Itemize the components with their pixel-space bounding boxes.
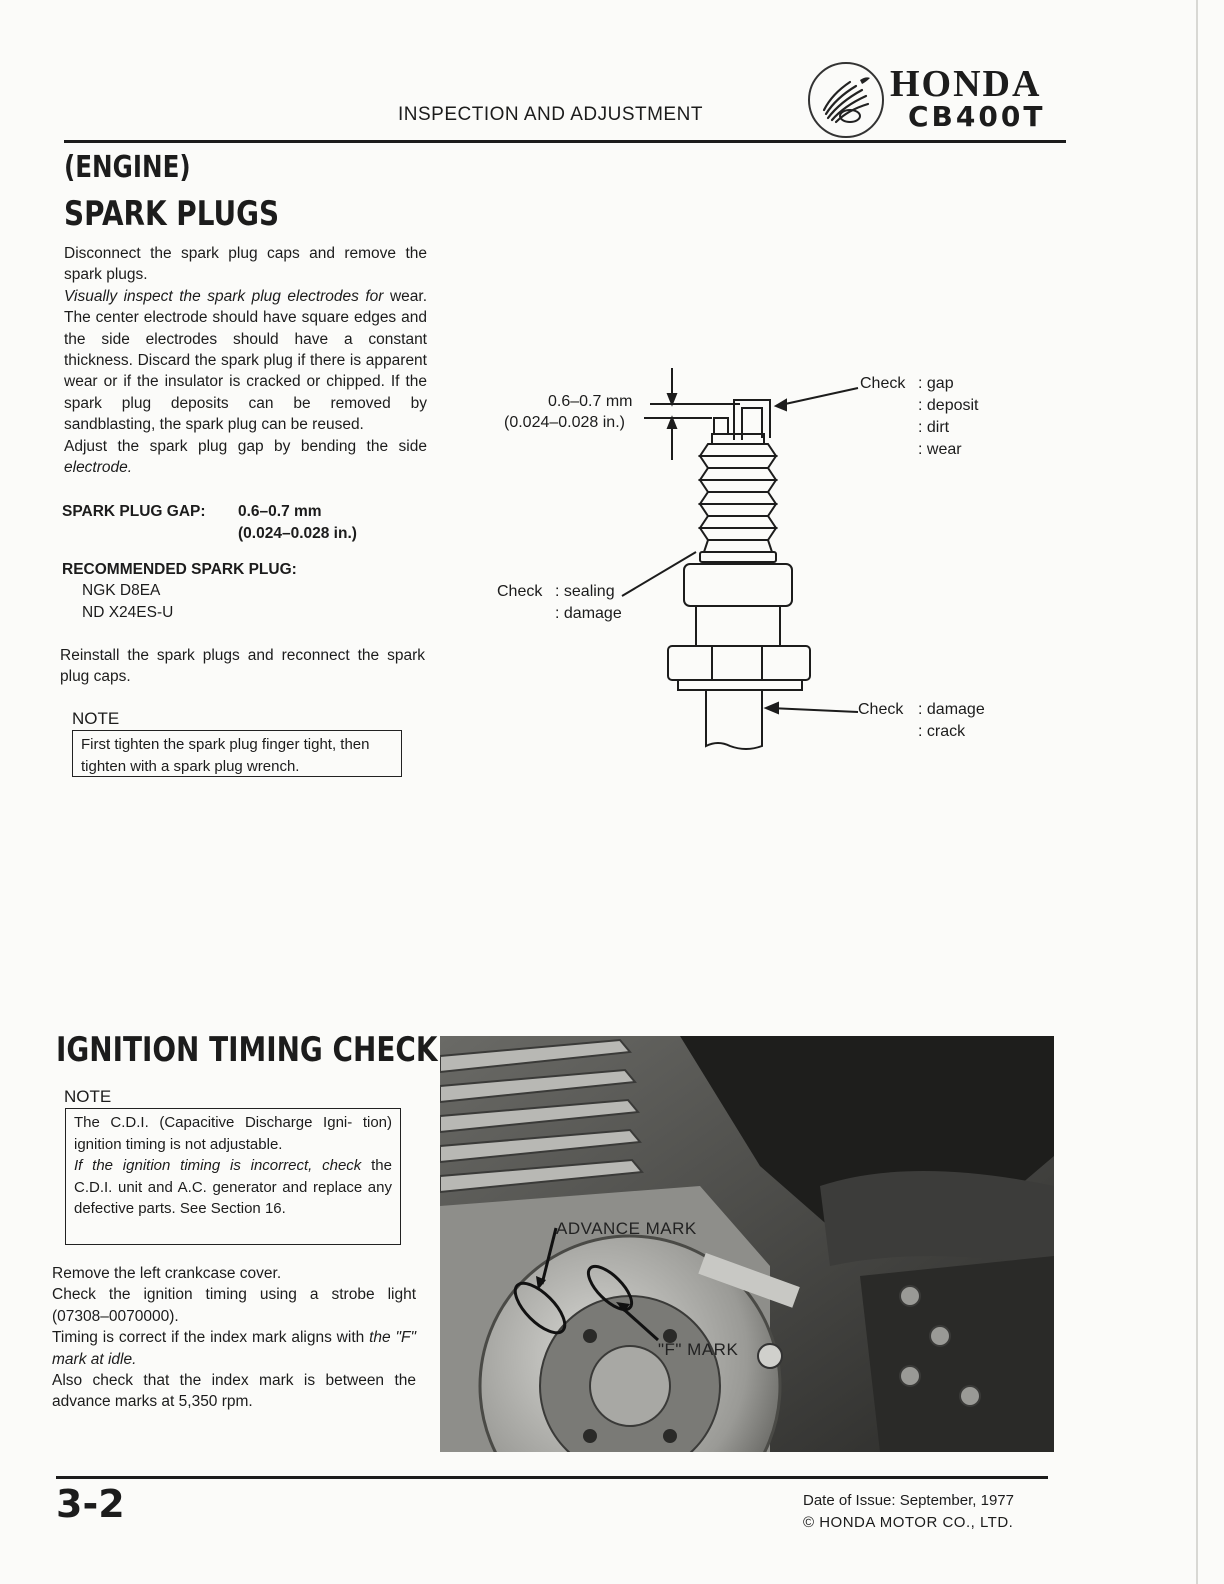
thread-5 bbox=[704, 540, 772, 552]
insulator bbox=[706, 690, 762, 749]
recommended-plug-nd: ND X24ES-U bbox=[82, 604, 174, 621]
spark-p2-rest: wear. The center electrode should have square edges and the side electrodes should have a constant thickness. Discard the spark plug if there is apparent wear or if the insulator is cracked or chipped. If the spark plug deposits can be removed by sandblasting, the spark plug can be reused. bbox=[64, 287, 427, 434]
check-top-item: : dirt bbox=[918, 419, 950, 436]
center-electrode bbox=[714, 418, 728, 434]
page-edge-shadow bbox=[1196, 0, 1198, 1584]
ignition-p4: Also check that the index mark is between the advance marks at 5,350 rpm. bbox=[52, 1372, 416, 1411]
ignition-note-box bbox=[65, 1108, 401, 1245]
check-top-item: : deposit bbox=[918, 397, 979, 414]
spark-note-box: First tighten the spark plug finger tight, then tighten with a spark plug wrench. bbox=[72, 730, 402, 777]
nut-washer bbox=[678, 680, 802, 690]
advance-mark-label: ADVANCE MARK bbox=[556, 1219, 697, 1238]
spark-note-label: NOTE bbox=[72, 709, 120, 728]
hex-nut bbox=[668, 646, 810, 680]
reinstall-paragraph bbox=[60, 645, 425, 688]
copyright-notice: © HONDA MOTOR CO., LTD. bbox=[803, 1514, 1014, 1531]
spark-plugs-heading: SPARK PLUGS bbox=[64, 194, 280, 234]
diagram-gap-in: (0.024–0.028 in.) bbox=[504, 414, 625, 431]
side-electrode-inner bbox=[742, 408, 762, 440]
spark-p3-text: Adjust the spark plug gap by bending the side bbox=[64, 437, 427, 455]
ignition-note-label: NOTE bbox=[64, 1087, 112, 1106]
spark-p2 bbox=[64, 286, 427, 436]
ignition-note-p2-italic: If the ignition timing is incorrect, check bbox=[74, 1157, 362, 1174]
recommended-plug-ngk: NGK D8EA bbox=[82, 582, 161, 599]
header-rule bbox=[64, 140, 1066, 143]
check-bottom-item: : damage bbox=[918, 701, 985, 718]
engine-category-heading: (ENGINE) bbox=[64, 150, 191, 185]
gap-arrowhead-top bbox=[668, 394, 676, 404]
brand-logotype: HONDA bbox=[890, 63, 1042, 105]
spark-plug-gap-in: (0.024–0.028 in.) bbox=[238, 525, 357, 542]
ignition-timing-photo bbox=[440, 1036, 1054, 1452]
thread-2 bbox=[700, 468, 776, 480]
leader-bottom bbox=[770, 708, 858, 712]
spark-p2-italic: Visually inspect the spark plug electrodes for bbox=[64, 287, 384, 305]
recommended-plug-label: RECOMMENDED SPARK PLUG: bbox=[62, 561, 297, 578]
spark-p3-italic: electrode. bbox=[64, 459, 133, 477]
ignition-p3-italic: the "F" mark at idle. bbox=[52, 1329, 417, 1368]
check-top-label: Check bbox=[860, 375, 906, 392]
check-bottom-label: Check bbox=[858, 701, 904, 718]
ignition-note-p2-rest: the C.D.I. unit and A.C. generator and replace any defective parts. See Section 16. bbox=[74, 1157, 392, 1217]
thread-3 bbox=[700, 492, 776, 504]
check-bottom-item: : crack bbox=[918, 723, 966, 740]
ignition-p1: Remove the left crankcase cover. bbox=[52, 1265, 282, 1282]
ignition-note-p1: The C.D.I. (Capacitive Discharge Igni- tion) ignition timing is not adjustable. bbox=[74, 1114, 392, 1153]
thread-1 bbox=[700, 444, 776, 456]
ignition-timing-heading: IGNITION TIMING CHECK bbox=[56, 1030, 438, 1070]
gasket bbox=[700, 552, 776, 562]
spark-p3 bbox=[64, 436, 427, 479]
page-number: 3-2 bbox=[56, 1482, 125, 1526]
gap-arrowhead-bottom bbox=[668, 418, 676, 428]
spark-plugs-body bbox=[64, 243, 427, 478]
spark-plug-gap-mm: 0.6–0.7 mm bbox=[238, 503, 322, 520]
spark-plug-gap-label: SPARK PLUG GAP: bbox=[62, 503, 206, 520]
spark-p1: Disconnect the spark plug caps and remove the spark plugs. bbox=[64, 245, 427, 284]
model-name: CB400T bbox=[908, 100, 1046, 133]
ignition-p2: Check the ignition timing using a strobe light (07308–0070000). bbox=[52, 1286, 416, 1325]
ignition-body bbox=[52, 1263, 416, 1413]
header-section-title: INSPECTION AND ADJUSTMENT bbox=[398, 104, 703, 125]
shell-body bbox=[684, 564, 792, 606]
check-mid-label: Check bbox=[497, 583, 543, 600]
leader-top bbox=[776, 388, 858, 406]
thread-4 bbox=[700, 516, 776, 528]
reinstall-text: Reinstall the spark plugs and reconnect the spark plug caps. bbox=[60, 647, 425, 686]
check-mid-item: : damage bbox=[555, 605, 622, 622]
check-mid-item: : sealing bbox=[555, 583, 615, 600]
honda-wing-logo bbox=[808, 62, 884, 138]
check-top-item: : wear bbox=[918, 441, 962, 458]
check-top-item: : gap bbox=[918, 375, 954, 392]
f-mark-label: "F" MARK bbox=[658, 1340, 739, 1359]
ignition-p3-text: Timing is correct if the index mark aligns with bbox=[52, 1329, 365, 1347]
date-of-issue: Date of Issue: September, 1977 bbox=[803, 1492, 1014, 1509]
footer-rule bbox=[56, 1476, 1048, 1479]
diagram-gap-mm: 0.6–0.7 mm bbox=[548, 393, 633, 410]
ignition-p3 bbox=[52, 1327, 416, 1370]
shell-tip bbox=[712, 434, 764, 444]
spark-plug-diagram bbox=[600, 360, 860, 760]
